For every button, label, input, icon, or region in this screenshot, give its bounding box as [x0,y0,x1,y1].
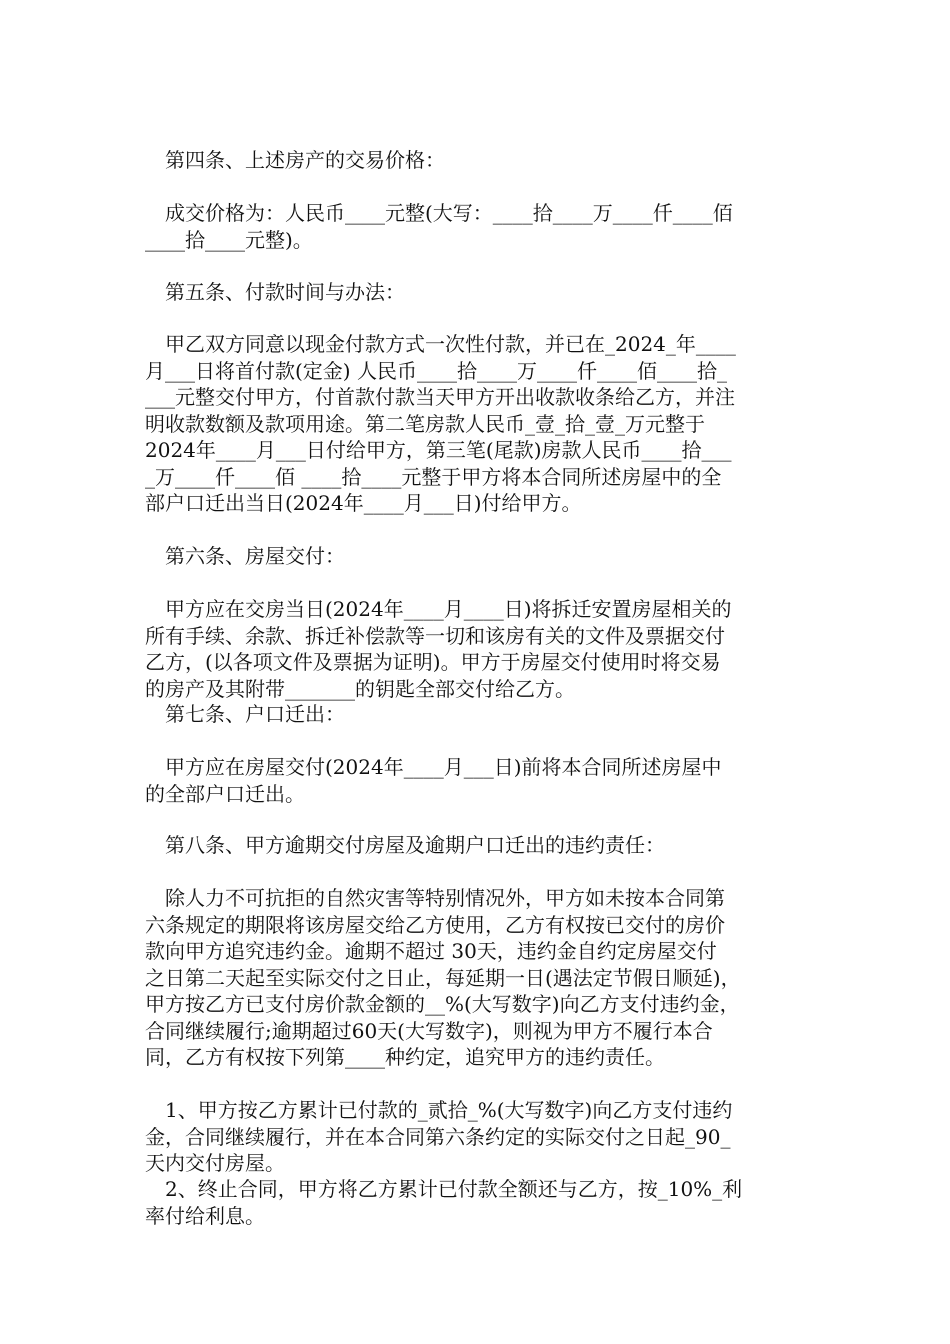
article-7-heading: 第七条、户口迁出： [165,702,345,726]
clause-1-paragraph: 1、甲方按乙方累计已付款的_贰拾_%(大写数字)向乙方支付违约 金，合同继续履行，并在本合同第六条约定的实际交付之日起_90_ 天内交付房屋。 [145,1098,733,1175]
article-6-delivery-paragraph: 甲方应在交房当日(2024年____月____日)将拆迁安置房屋相关的 所有手续、余款、拆迁补偿款等一切和该房有关的文件及票据交付 乙方，(以各项文件及票据为证明)。甲方于房屋交付使用时将交易 的房产及其附带_______的钥匙全部交付给乙方。 [145,597,732,701]
article-4-price-paragraph: 成交价格为：人民币____元整(大写：____拾____万____仟____佰 ____拾____元整)。 [145,201,733,252]
article-5-payment-paragraph: 甲乙双方同意以现金付款方式一次性付款，并已在_2024_年____ 月___日将首付款(定金) 人民币____拾____万____仟____佰____拾_ ___元整交付甲方，付首款付款当天甲方开出收款收条给乙方，并注 明收款数额及款项用途。第二笔房款人民币_壹_拾_壹_万元整于 2024年____月___日付给甲方，第三笔(尾款)房款人民币____拾___ _万____仟____佰 ____拾____元整于甲方将本合同所述房屋中的全 部户口迁出当日(2024年____月___日)付给甲方。 [145,332,736,515]
article-6-heading: 第六条、房屋交付： [165,544,345,568]
article-7-household-paragraph: 甲方应在房屋交付(2024年____月___日)前将本合同所述房屋中 的全部户口迁出。 [145,755,722,806]
article-8-liability-paragraph: 除人力不可抗拒的自然灾害等特别情况外，甲方如未按本合同第 六条规定的期限将该房屋交给乙方使用，乙方有权按已交付的房价 款向甲方追究违约金。逾期不超过 30天，违约金自约定房屋交付 之日第二天起至实际交付之日止，每延期一日(遇法定节假日顺延)， 甲方按乙方已支付房价款金额的__%(大写数字)向乙方支付违约金， 合同继续履行;逾期超过60天(大写数字)，则视为甲方不履行本合 同，乙方有权按下列第____种约定，追究甲方的违约责任。 [145,886,741,1069]
article-5-heading: 第五条、付款时间与办法： [165,280,405,304]
clause-2-paragraph: 2、终止合同，甲方将乙方累计已付款全额还与乙方，按_10%_利 率付给利息。 [145,1177,743,1228]
article-4-heading: 第四条、上述房产的交易价格： [165,148,445,172]
article-8-heading: 第八条、甲方逾期交付房屋及逾期户口迁出的违约责任： [165,833,665,857]
